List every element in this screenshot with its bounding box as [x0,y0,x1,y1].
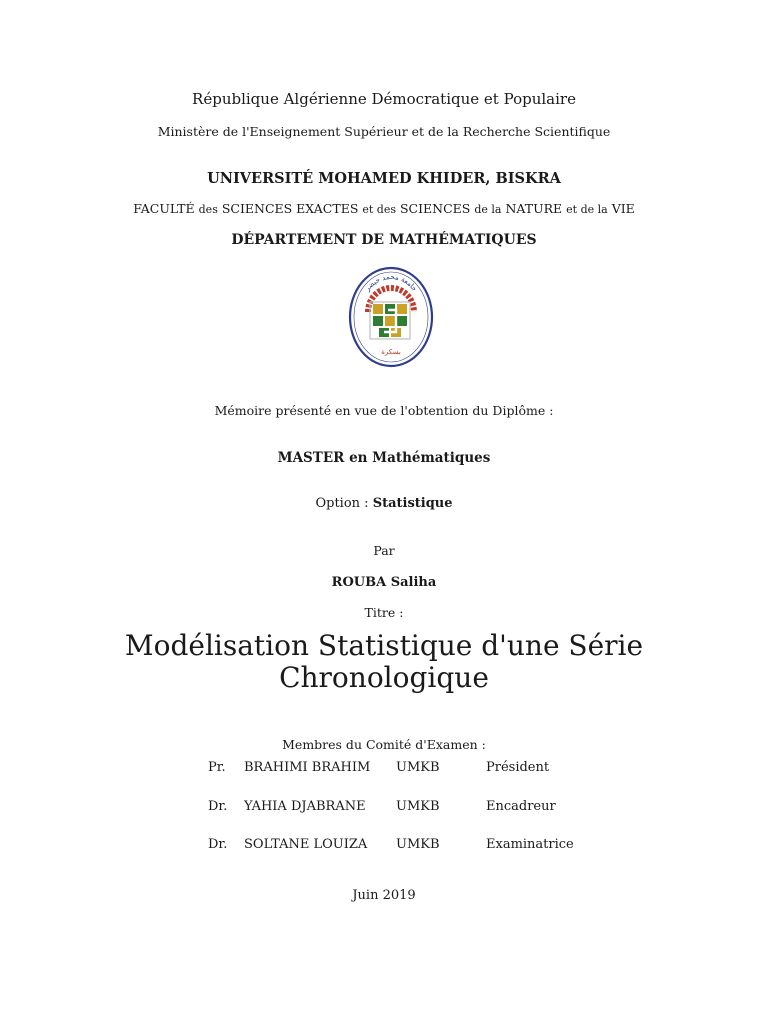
faculty-connector: et de la [566,203,608,216]
option-line [0,496,768,511]
ministry-heading: Ministère de l'Enseignement Supérieur et de la Recherche Scientifique [157,124,611,139]
member-role: Examinatrice [486,837,574,852]
option-label: Option : [315,496,369,511]
committee-heading: Membres du Comité d'Examen : [282,737,486,752]
member-role: Président [486,760,550,775]
university-logo [348,266,434,368]
member-role: Encadreur [486,798,556,814]
member-title: Dr. [208,837,228,852]
submission-date: Juin 2019 [352,888,416,903]
member-university: UMKB [396,760,440,775]
option-value: Statistique [372,496,453,511]
member-name: SOLTANE LOUIZA [244,837,368,852]
department-heading: DÉPARTEMENT DE MATHÉMATIQUES [231,232,537,248]
thesis-title-line: Modélisation Statistique d'une Série [124,629,644,662]
member-university: UMKB [396,798,440,814]
faculty-sciences-exactes: SCIENCES EXACTES [221,201,359,216]
faculty-sciences: SCIENCES [399,201,471,216]
faculty-connector: de la [474,203,502,216]
faculty-connector: et des [362,203,396,216]
member-university: UMKB [396,837,440,852]
member-name: YAHIA DJABRANE [244,798,366,814]
thesis-title [0,630,768,694]
republic-heading: République Algérienne Démocratique et Populaire [192,90,576,108]
faculty-connector: des [198,203,218,216]
member-title: Pr. [208,760,226,775]
titre-label: Titre : [364,605,404,620]
university-heading: UNIVERSITÉ MOHAMED KHIDER, BISKRA [207,170,561,187]
logo-arabic-bottom: بسكرة [381,348,401,356]
faculty-vie: VIE [611,201,635,216]
faculty-nature: NATURE [505,201,563,216]
logo-arabic-top: جامعة محمد خيضر [363,272,419,293]
member-title: Dr. [208,798,228,814]
faculty-heading [0,201,768,216]
thesis-title-line: Chronologique [279,661,489,694]
member-name: BRAHIMI BRAHIM [244,760,371,775]
memoire-line: Mémoire présenté en vue de l'obtention du Diplôme : [214,403,554,418]
author-name: ROUBA Saliha [331,575,437,590]
faculty-word: FACULTÉ [133,201,195,216]
degree-line: MASTER en Mathématiques [277,450,491,466]
par-label: Par [373,543,395,558]
